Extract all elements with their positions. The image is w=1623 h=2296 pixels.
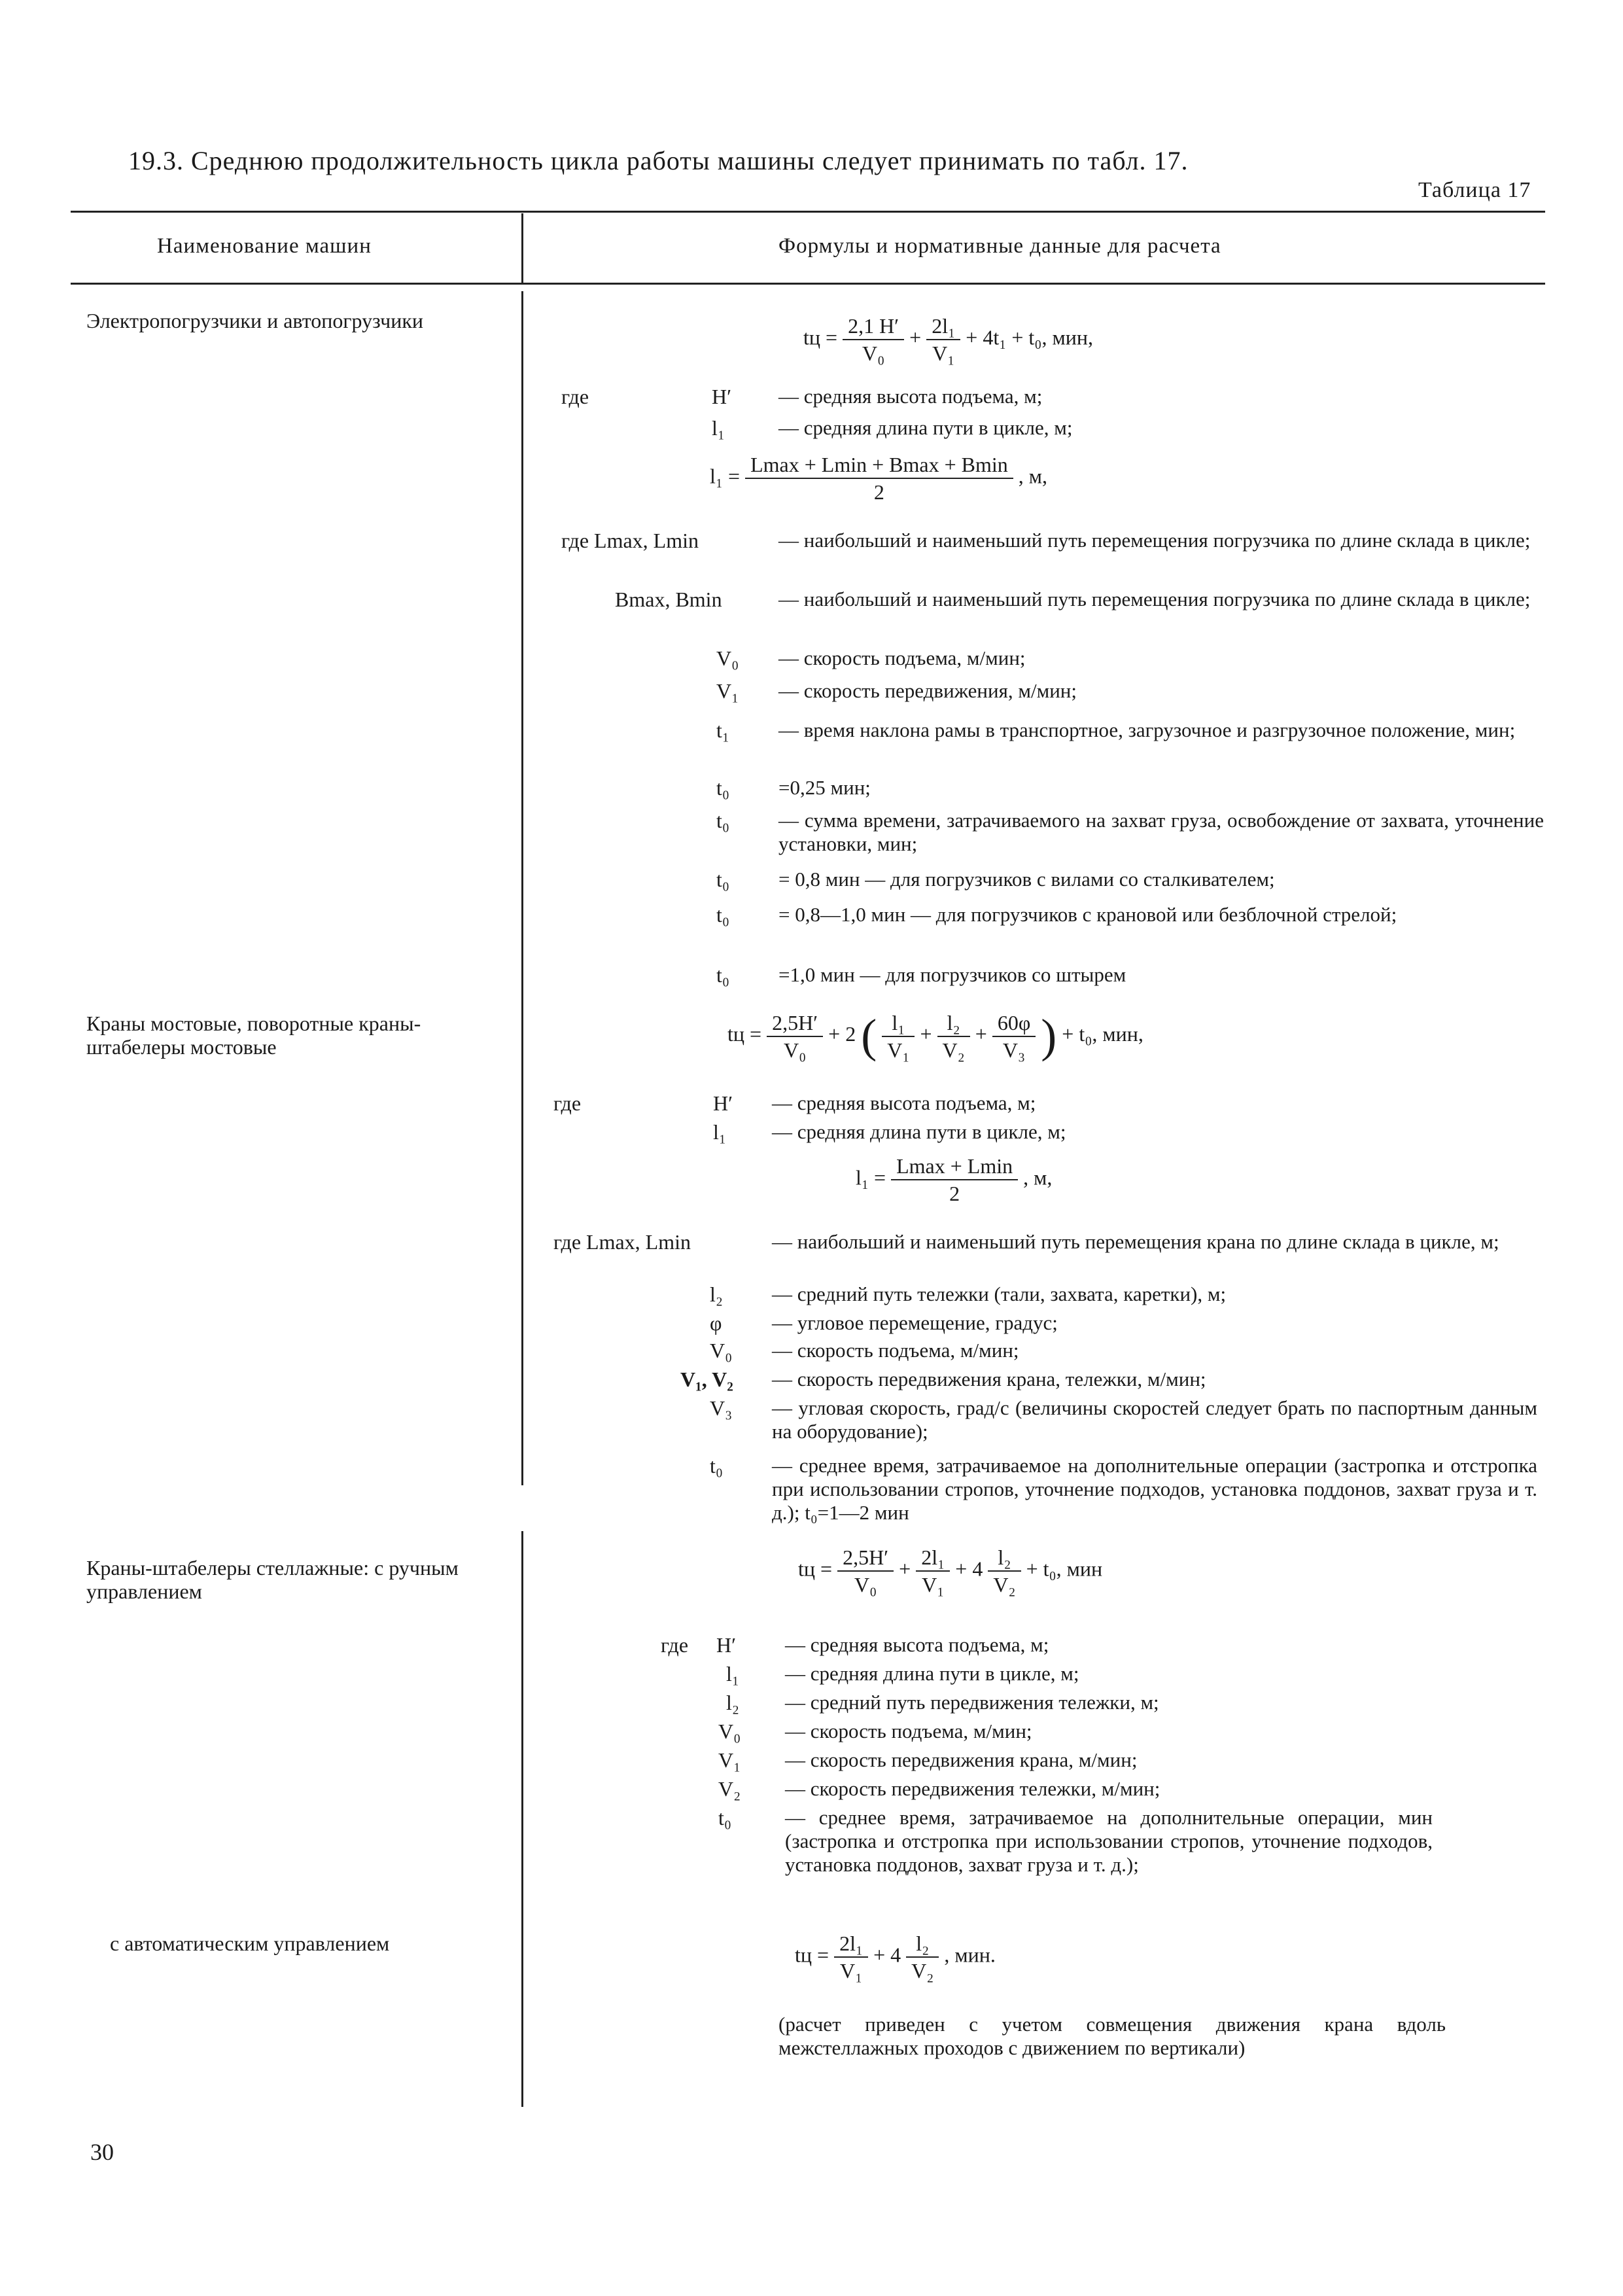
definition: = 0,8—1,0 мин — для погрузчиков с крановой или безблочной стрелой; [778,903,1397,926]
operator: + [975,1021,987,1046]
formula-lhs: l₁ = [710,464,741,488]
definition: — наибольший и наименьший путь перемещения погрузчика по длине склада в цикле; [778,529,1531,552]
table-top-rule [71,211,1545,213]
symbol: t₁ [716,718,730,742]
fraction [992,1010,1036,1063]
numerator: 2,5H′ [767,1010,823,1037]
denominator: V₁ [839,1959,863,1983]
symbol: l₂ [710,1282,724,1306]
symbol: t₀ [716,809,730,832]
symbol: H′ [713,1091,733,1115]
denominator: V₁ [887,1038,910,1062]
symbol: l₁ [726,1662,740,1686]
definition: — скорость передвижения тележки, м/мин; [785,1777,1161,1800]
formula-lhs: l₁ = [856,1165,886,1190]
numerator: Lmax + Lmin + Bmax + Bmin [745,451,1013,479]
machine-name-bridge-cranes: Краны мостовые, поворотные краны-штабелеры мостовые [86,1012,421,1059]
symbol: t₀ [716,868,730,891]
definition: — среднее время, затрачиваемое на дополнительные операции, мин (застропка и отстропка при использовании стропов, уточнение подходов, установка поддонов, захват груза и т. д.); [785,1806,1433,1876]
formula-tail: , мин. [944,1943,996,1967]
definition: — средняя длина пути в цикле, м; [772,1120,1066,1143]
table-label: Таблица 17 [1418,178,1531,202]
definition: — средняя длина пути в цикле, м; [785,1662,1079,1685]
fraction [837,1544,894,1598]
definition: — наибольший и наименьший путь перемещения погрузчика по длине склада в цикле; [778,588,1531,610]
denominator: V₁ [922,1573,945,1597]
definition: — скорость подъема, м/мин; [778,646,1026,669]
fraction [834,1930,868,1984]
definition: =0,25 мин; [778,776,871,799]
fraction [906,1930,939,1984]
operator: + 2 [828,1021,856,1046]
where-label: где [661,1633,689,1657]
operator: + [899,1557,911,1581]
numerator: 2,1 H′ [843,313,904,340]
definition: — средний путь тележки (тали, захвата, каретки), м; [772,1282,1227,1305]
right-paren: ) [1041,1010,1057,1062]
definition: — скорость подъема, м/мин; [785,1720,1032,1742]
formula-tail: + 4t₁ + t₀, мин, [966,325,1093,349]
operator: + [920,1021,932,1046]
denominator: V₃ [1002,1038,1026,1062]
operator: + 4 [873,1943,901,1967]
numerator: 2l₁ [926,313,960,340]
header-column-divider [521,213,523,283]
definition: — сумма времени, затрачиваемого на захват груза, освобождение от захвата, уточнение установки, мин; [778,809,1544,855]
formula-lhs: tц = [803,325,838,349]
numerator: 2,5H′ [837,1544,894,1572]
symbol: V₀ [716,646,739,670]
denominator: V₂ [993,1573,1016,1597]
formula-path-loaders [710,451,1047,505]
symbol: l₁ [712,416,725,440]
formula-tail: , м, [1023,1165,1053,1190]
definition: — скорость передвижения крана, м/мин; [785,1748,1138,1771]
fraction [916,1544,950,1598]
where-label: где Lmax, Lmin [553,1230,691,1254]
left-paren: ( [861,1010,877,1062]
formula-tail: , м, [1018,464,1048,488]
symbol: t₀ [710,1454,724,1477]
paragraph-text: 19.3. Среднюю продолжительность цикла работы машины следует принимать по табл. 17. [128,146,1189,175]
symbol: t₀ [716,903,730,927]
header-col-names: Наименование машин [157,234,372,258]
denominator: V₂ [911,1959,934,1983]
numerator: Lmax + Lmin [891,1153,1018,1180]
symbol: V₁, V₂ [680,1368,733,1391]
definition: — угловое перемещение, градус; [772,1311,1058,1334]
definition: = 0,8 мин — для погрузчиков с вилами со сталкивателем; [778,868,1275,891]
symbol: φ [710,1311,722,1335]
formula-lhs: tц = [727,1021,762,1046]
symbol: l₂ [726,1691,740,1714]
symbol: t₀ [716,776,730,800]
fraction [843,313,904,366]
where-label: где [553,1091,582,1115]
denominator: V₀ [783,1038,807,1062]
numerator: 2l₁ [916,1544,950,1572]
denominator: 2 [873,480,884,504]
where-label: где [561,385,589,408]
fraction [767,1010,823,1063]
header-col-formulas: Формулы и нормативные данные для расчета [778,234,1221,258]
definition: — угловая скорость, град/с (величины скоростей следует брать по паспортным данным на оборудование); [772,1396,1537,1443]
formula-cycle-manual-stackers [798,1544,1102,1598]
numerator: l₂ [988,1544,1021,1572]
formula-path-bridge-cranes [856,1153,1052,1207]
symbol: t₀ [718,1806,732,1829]
definition: — средняя высота подъема, м; [785,1633,1049,1656]
machine-name-loaders: Электропогрузчики и автопогрузчики [86,309,424,332]
definition: — скорость подъема, м/мин; [772,1339,1019,1362]
denominator: V₀ [862,342,885,365]
operator: + [909,325,922,349]
symbol: V₃ [710,1396,733,1420]
machine-name-rack-stackers: Краны-штабелеры стеллажные: с ручным управлением [86,1556,459,1603]
definition: — средняя высота подъема, м; [772,1091,1036,1114]
definition: — средний путь передвижения тележки, м; [785,1691,1159,1714]
fraction [926,313,960,366]
column-divider-2 [521,1531,523,2107]
formula-cycle-bridge-cranes [727,1009,1143,1063]
formula-lhs: tц = [798,1557,833,1581]
fraction [891,1153,1018,1207]
definition: — средняя длина пути в цикле, м; [778,416,1073,439]
fraction [988,1544,1021,1598]
symbol: V₁ [716,679,739,703]
definition: — среднее время, затрачиваемое на дополнительные операции (застропка и отстропка при использовании стропов, уточнение подходов, установка поддонов, захват груза и т. д.); t₀=1—2 мин [772,1454,1537,1524]
table-header-rule [71,283,1545,285]
symbol: t₀ [716,963,730,987]
denominator: V₁ [932,342,955,365]
definition: — скорость передвижения крана, тележки, м/мин; [772,1368,1206,1390]
column-divider-1 [521,291,523,1485]
fraction [937,1010,970,1063]
where-label: где Lmax, Lmin [561,529,699,552]
numerator: l₂ [937,1010,970,1037]
numerator: l₂ [906,1930,939,1958]
definition: — скорость передвижения, м/мин; [778,679,1077,702]
symbol: V₂ [718,1777,741,1801]
formula-cycle-loaders [803,313,1093,366]
definition: — время наклона рамы в транспортное, загрузочное и разгрузочное положение, мин; [778,718,1516,741]
symbol: l₁ [713,1120,727,1144]
formula-lhs: tц = [795,1943,829,1967]
operator: + 4 [955,1557,983,1581]
denominator: V₀ [854,1573,877,1597]
numerator: 60φ [992,1010,1036,1037]
symbol: V₀ [718,1720,741,1743]
numerator: 2l₁ [834,1930,868,1958]
denominator: V₂ [942,1038,965,1062]
denominator: 2 [949,1182,960,1205]
definition: — наибольший и наименьший путь перемещения крана по длине склада в цикле, м; [772,1230,1499,1253]
definition: — средняя высота подъема, м; [778,385,1043,408]
page-number: 30 [90,2139,114,2165]
symbol: V₀ [710,1339,733,1362]
symbol: H′ [716,1633,737,1657]
formula-tail: + t₀, мин, [1062,1021,1143,1046]
numerator: l₁ [882,1010,915,1037]
formula-cycle-automatic-stackers [795,1930,996,1984]
machine-name-automatic-stackers: с автоматическим управлением [110,1932,390,1955]
symbol: H′ [712,385,732,408]
symbol: Bmax, Bmin [615,588,722,611]
symbol: V₁ [718,1748,741,1772]
formula-tail: + t₀, мин [1026,1557,1103,1581]
definition: =1,0 мин — для погрузчиков со штырем [778,963,1126,986]
calculation-note: (расчет приведен с учетом совмещения движения крана вдоль межстеллажных проходов с движением по вертикали) [778,2013,1446,2059]
fraction [745,451,1013,505]
fraction [882,1010,915,1063]
